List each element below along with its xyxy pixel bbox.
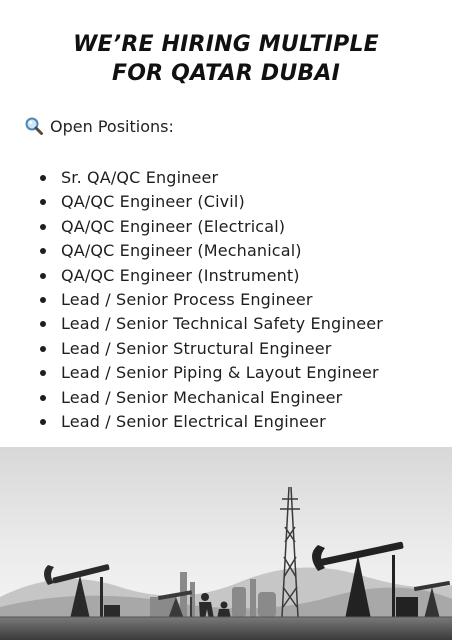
oilfield-illustration	[0, 447, 452, 640]
open-positions-heading	[24, 116, 174, 136]
position-item: QA/QC Engineer (Mechanical)	[0, 239, 452, 263]
position-item: QA/QC Engineer (Instrument)	[0, 264, 452, 288]
position-item: Lead / Senior Piping & Layout Engineer	[0, 361, 452, 385]
position-item: Lead / Senior Technical Safety Engineer	[0, 312, 452, 336]
position-item: QA/QC Engineer (Electrical)	[0, 215, 452, 239]
position-item: Lead / Senior Mechanical Engineer	[0, 386, 452, 410]
position-item: Lead / Senior Structural Engineer	[0, 337, 452, 361]
positions-list	[0, 166, 452, 434]
position-item: QA/QC Engineer (Civil)	[0, 190, 452, 214]
headline-line-1: WE’RE HIRING MULTIPLE	[73, 32, 379, 57]
magnifier-icon	[24, 116, 44, 136]
headline	[0, 30, 452, 88]
headline-line-2: FOR QATAR DUBAI	[112, 61, 340, 86]
position-item: Lead / Senior Electrical Engineer	[0, 410, 452, 434]
position-item: Sr. QA/QC Engineer	[0, 166, 452, 190]
position-item: Lead / Senior Process Engineer	[0, 288, 452, 312]
open-positions-label: Open Positions:	[50, 116, 174, 136]
